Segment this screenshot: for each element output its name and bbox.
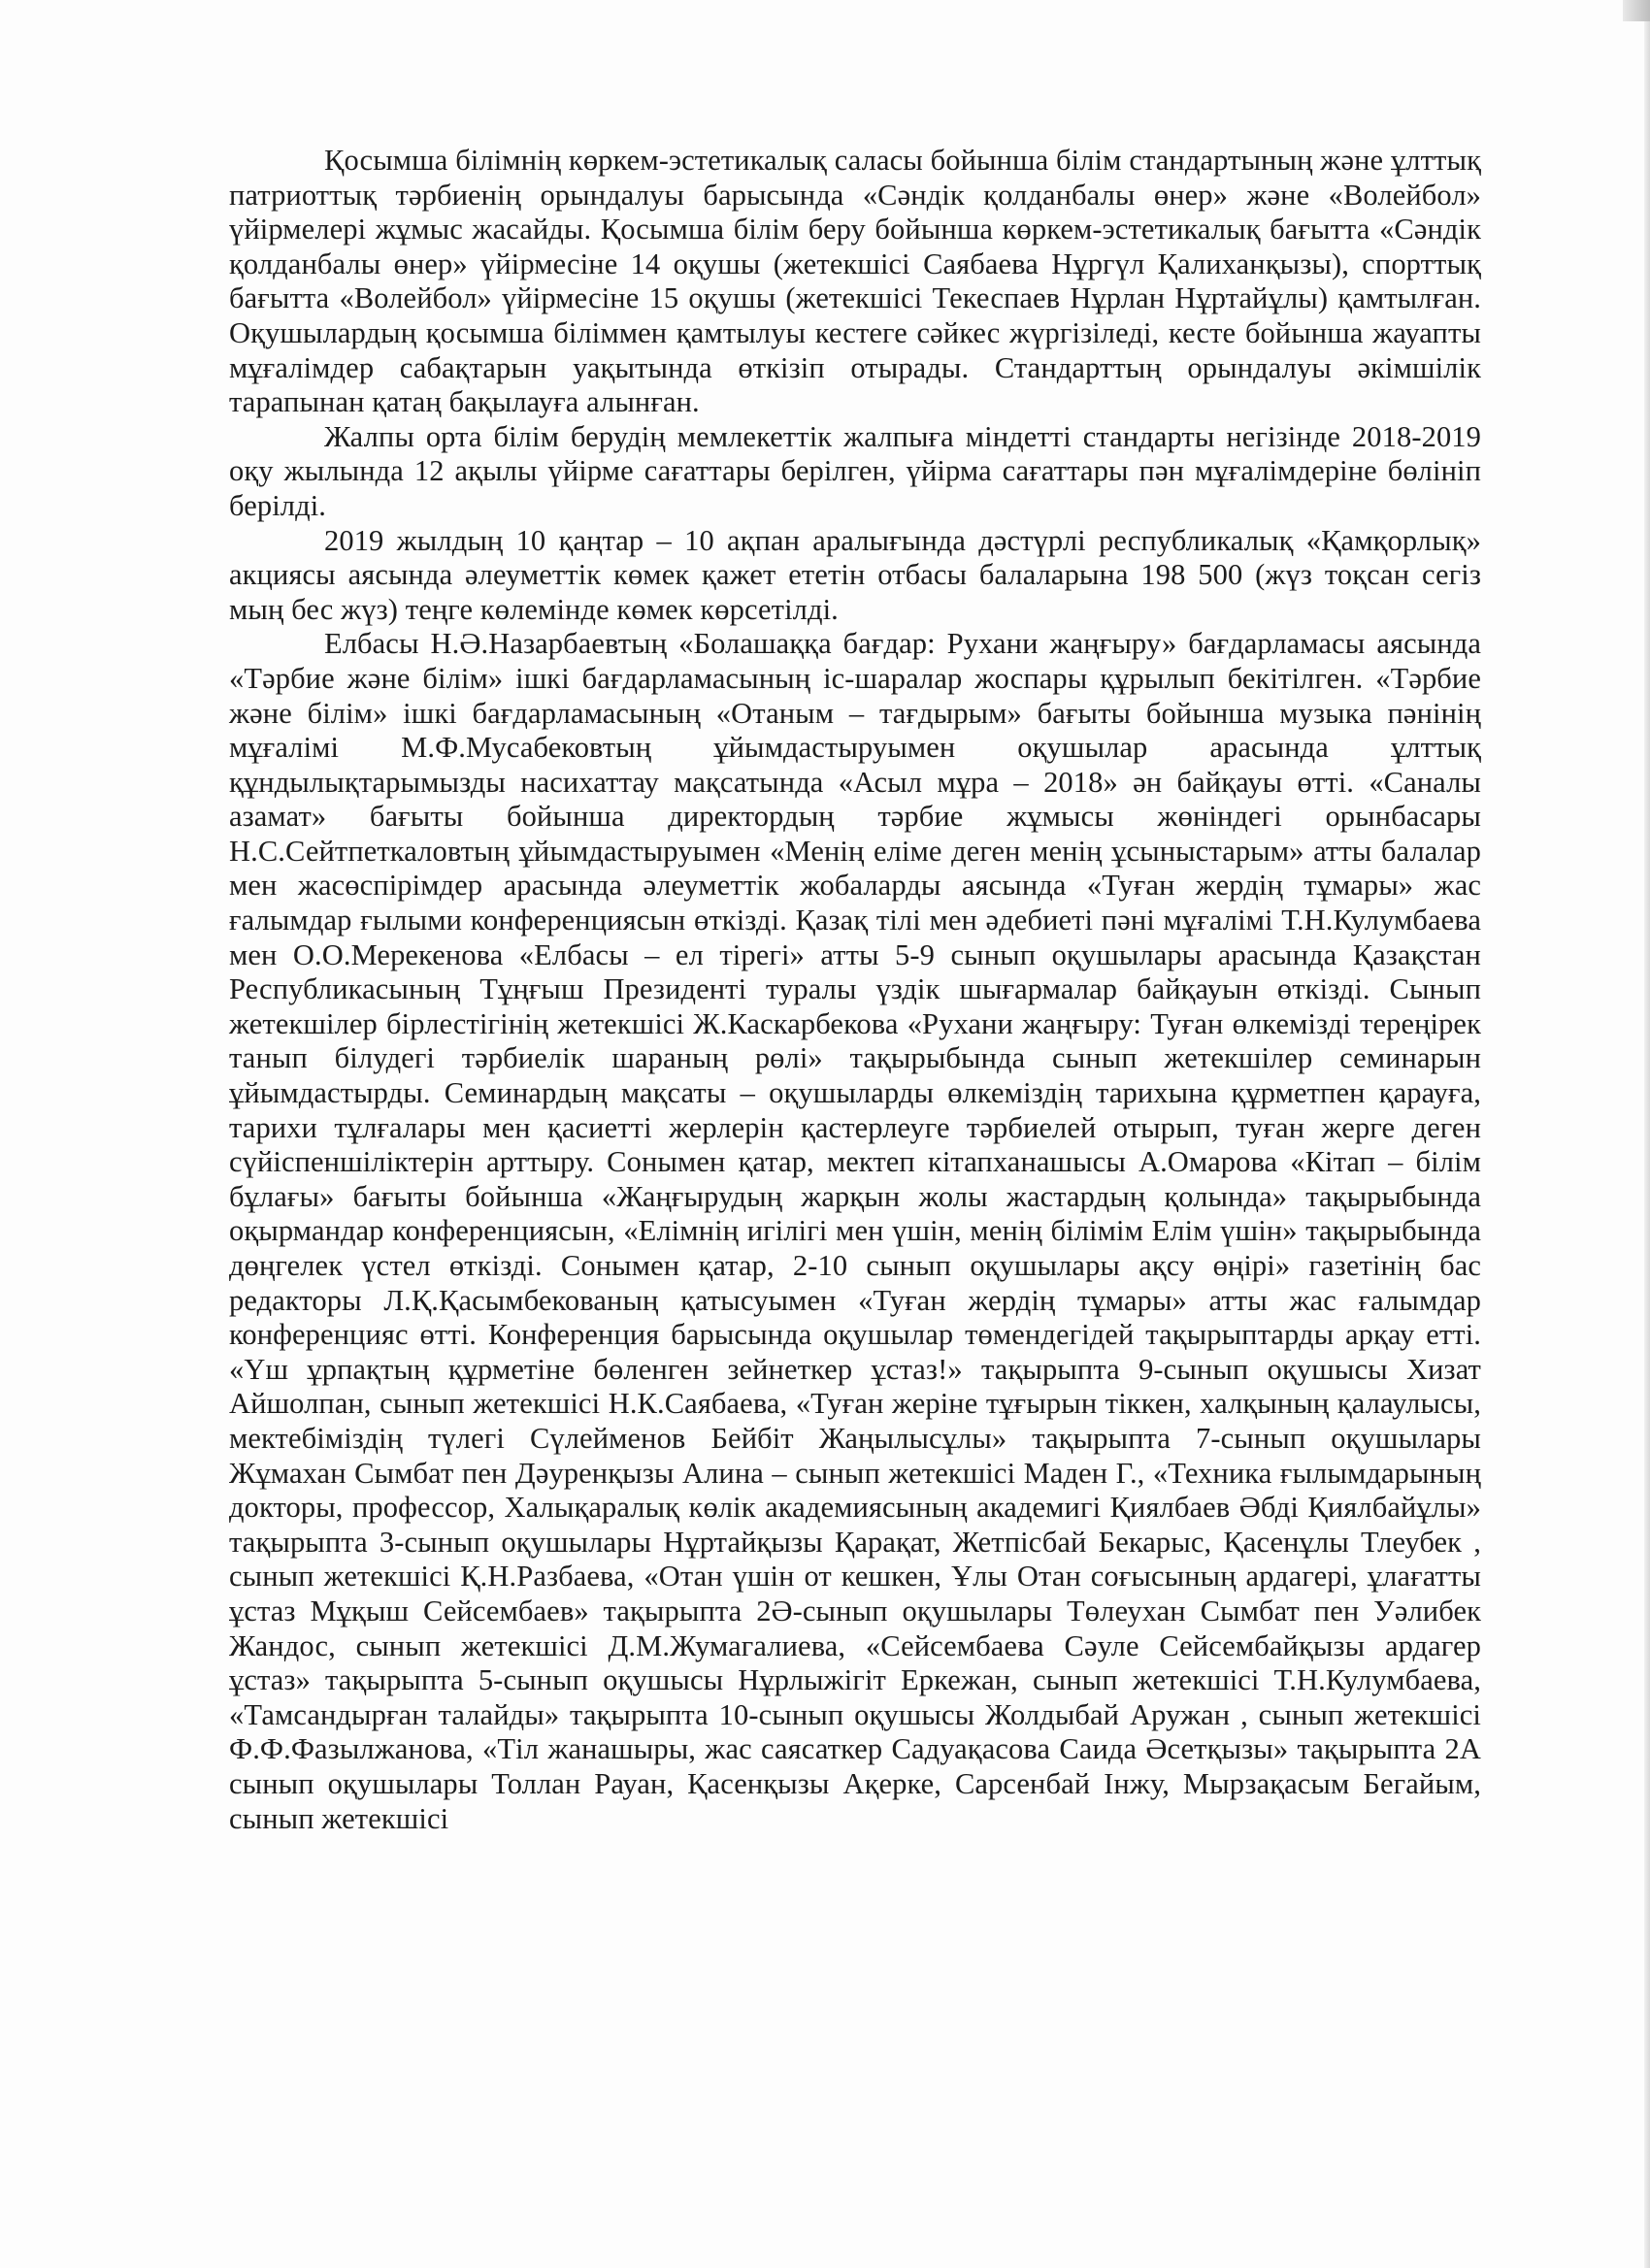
paragraph-spiritual-revival-program: Елбасы Н.Ә.Назарбаевтың «Болашаққа бағдар: Рухани жаңғыру» бағдарламасы аясында «Тәрбие және білім» ішкі бағдарламасының іс-шаралар жоспары құрылып бекітілген. «Тәрбие және білім» ішкі бағдарламасының «Отаным – тағдырым» бағыты бойынша музыка пәнінің мұғалімі М.Ф.Мусабековтың ұйымдастыруымен оқушылар арасында ұлттық құндылықтарымызды насихаттау мақсатында «Асыл мұра – 2018» ән байқауы өтті. «Саналы азамат» бағыты бойынша директордың тәрбие жұмысы жөніндегі орынбасары Н.С.Сейтпеткаловтың ұйымдастыруымен «Менің еліме деген менің ұсыныстарым» атты балалар мен жасөспірімдер арасында әлеуметтік жобаларды аясында «Туған жердің тұмары» жас ғалымдар ғылыми конференциясын өткізді. Қазақ тілі мен әдебиеті пәні мұғалімі Т.Н.Кулумбаева мен О.О.Мерекенова «Елбасы – ел тірегі» атты 5-9 сынып оқушылары арасында Қазақстан Республикасының Тұңғыш Президенті туралы үздік шығармалар байқауын өткізді. Сынып жетекшілер бірлестігінің жетекшісі Ж.Каскарбекова «Рухани жаңғыру: Туған өлкемізді тереңірек танып білудегі тәрбиелік шараның рөлі» тақырыбында сынып жетекшілер семинарын ұйымдастырды. Семинардың мақсаты – оқушыларды өлкеміздің тарихына құрметпен қарауға, тарихи тұлғалары мен қасиетті жерлерін қастерлеуге тәрбиелей отырып, туған жерге деген сүйіспеншіліктерін арттыру. Сонымен қатар, мектеп кітапханашысы А.Омарова «Кітап – білім бұлағы» бағыты бойынша «Жаңғырудың жарқын жолы жастардың қолында» тақырыбында оқырмандар конференциясын, «Елімнің игілігі мен үшін, менің білімім Елім үшін» тақырыбында дөңгелек үстел өткізді. Сонымен қатар, 2-10 сынып оқушылары ақсу өңірі» газетінің бас редакторы Л.Қ.Қасымбекованың қатысуымен «Туған жердің тұмары» атты жас ғалымдар конференцияс өтті. Конференция барысында оқушылар төмендегідей тақырыптарды арқау етті. «Үш ұрпақтың құрметіне бөленген зейнеткер ұстаз!» тақырыпта 9-сынып оқушысы Хизат Айшолпан, сынып жетекшісі Н.К.Саябаева, «Туған жеріне тұғырын тіккен, халқының қалаулысы, мектебіміздің түлегі Сүлейменов Бейбіт Жаңылысұлы» тақырыпта 7-сынып оқушылары Жұмахан Сымбат пен Дәуренқызы Алина – сынып жетекшісі Маден Г., «Техника ғылымдарының докторы, профессор, Халықаралық көлік академиясының академигі Қиялбаев Әбді Қиялбайұлы» тақырыпта 3-сынып оқушылары Нұртайқызы Қарақат, Жетпісбай Бекарыс, Қасенұлы Тлеубек , сынып жетекшісі Қ.Н.Разбаева, «Отан үшін от кешкен, Ұлы Отан соғысының ардагері, ұлағатты ұстаз Мұқыш Сейсембаев» тақырыпта 2Ә-сынып оқушылары Төлеухан Сымбат пен Уәлибек Жандос, сынып жетекшісі Д.М.Жумагалиева, «Сейсембаева Сәуле Сейсембайқызы ардагер ұстаз» тақырыпта 5-сынып оқушысы Нұрлыжігіт Еркежан, сынып жетекшісі Т.Н.Кулумбаева, «Тамсандырған талайды» тақырыпта 10-сынып оқушысы Жолдыбай Аружан , сынып жетекшісі Ф.Ф.Фазылжанова, «Тіл жанашыры, жас саясаткер Садуақасова Саида Әсетқызы» тақырыпта 2А сынып оқушылары Толлан Рауан, Қасенқызы Ақерке, Сарсенбай Інжу, Мырзақасым Бегайым, сынып жетекшісі	[229, 627, 1481, 1835]
paragraph-charity-campaign: 2019 жылдың 10 қаңтар – 10 ақпан аралығында дәстүрлі республикалық «Қамқорлық» акциясы аясында әлеуметтік көмек қажет ететін отбасы балаларына 198 500 (жүз тоқсан сегіз мың бес жүз) теңге көлемінде көмек көрсетілді.	[229, 523, 1481, 626]
scan-edge-shadow	[1644, 0, 1650, 2268]
paragraph-additional-education: Қосымша білімнің көркем-эстетикалық саласы бойынша білім стандартының және ұлттық патриоттық тәрбиенің орындалуы барысында «Сәндік қолданбалы өнер» және «Волейбол» үйірмелері жұмыс жасайды. Қосымша білім беру бойынша көркем-эстетикалық бағытта «Сәндік қолданбалы өнер» үйірмесіне 14 оқушы (жетекшісі Саябаева Нұргүл Қалиханқызы), спорттық бағытта «Волейбол» үйірмесіне 15 оқушы (жетекшісі Текеспаев Нұрлан Нұртайұлы) қамтылған. Оқушылардың қосымша біліммен қамтылуы кестеге сәйкес жүргізіледі, кесте бойынша жауапты мұғалімдер сабақтарын уақытында өткізіп отырады. Стандарттың орындалуы әкімшілік тарапынан қатаң бақылауға алынған.	[229, 144, 1481, 419]
document-body	[229, 144, 1481, 1836]
paragraph-paid-clubs: Жалпы орта білім берудің мемлекеттік жалпыға міндетті стандарты негізінде 2018-2019 оқу жылында 12 ақылы үйірме сағаттары берілген, үйірма сағаттары пән мұғалімдеріне бөлініп берілді.	[229, 419, 1481, 522]
scan-corner-shadow	[1623, 0, 1650, 21]
